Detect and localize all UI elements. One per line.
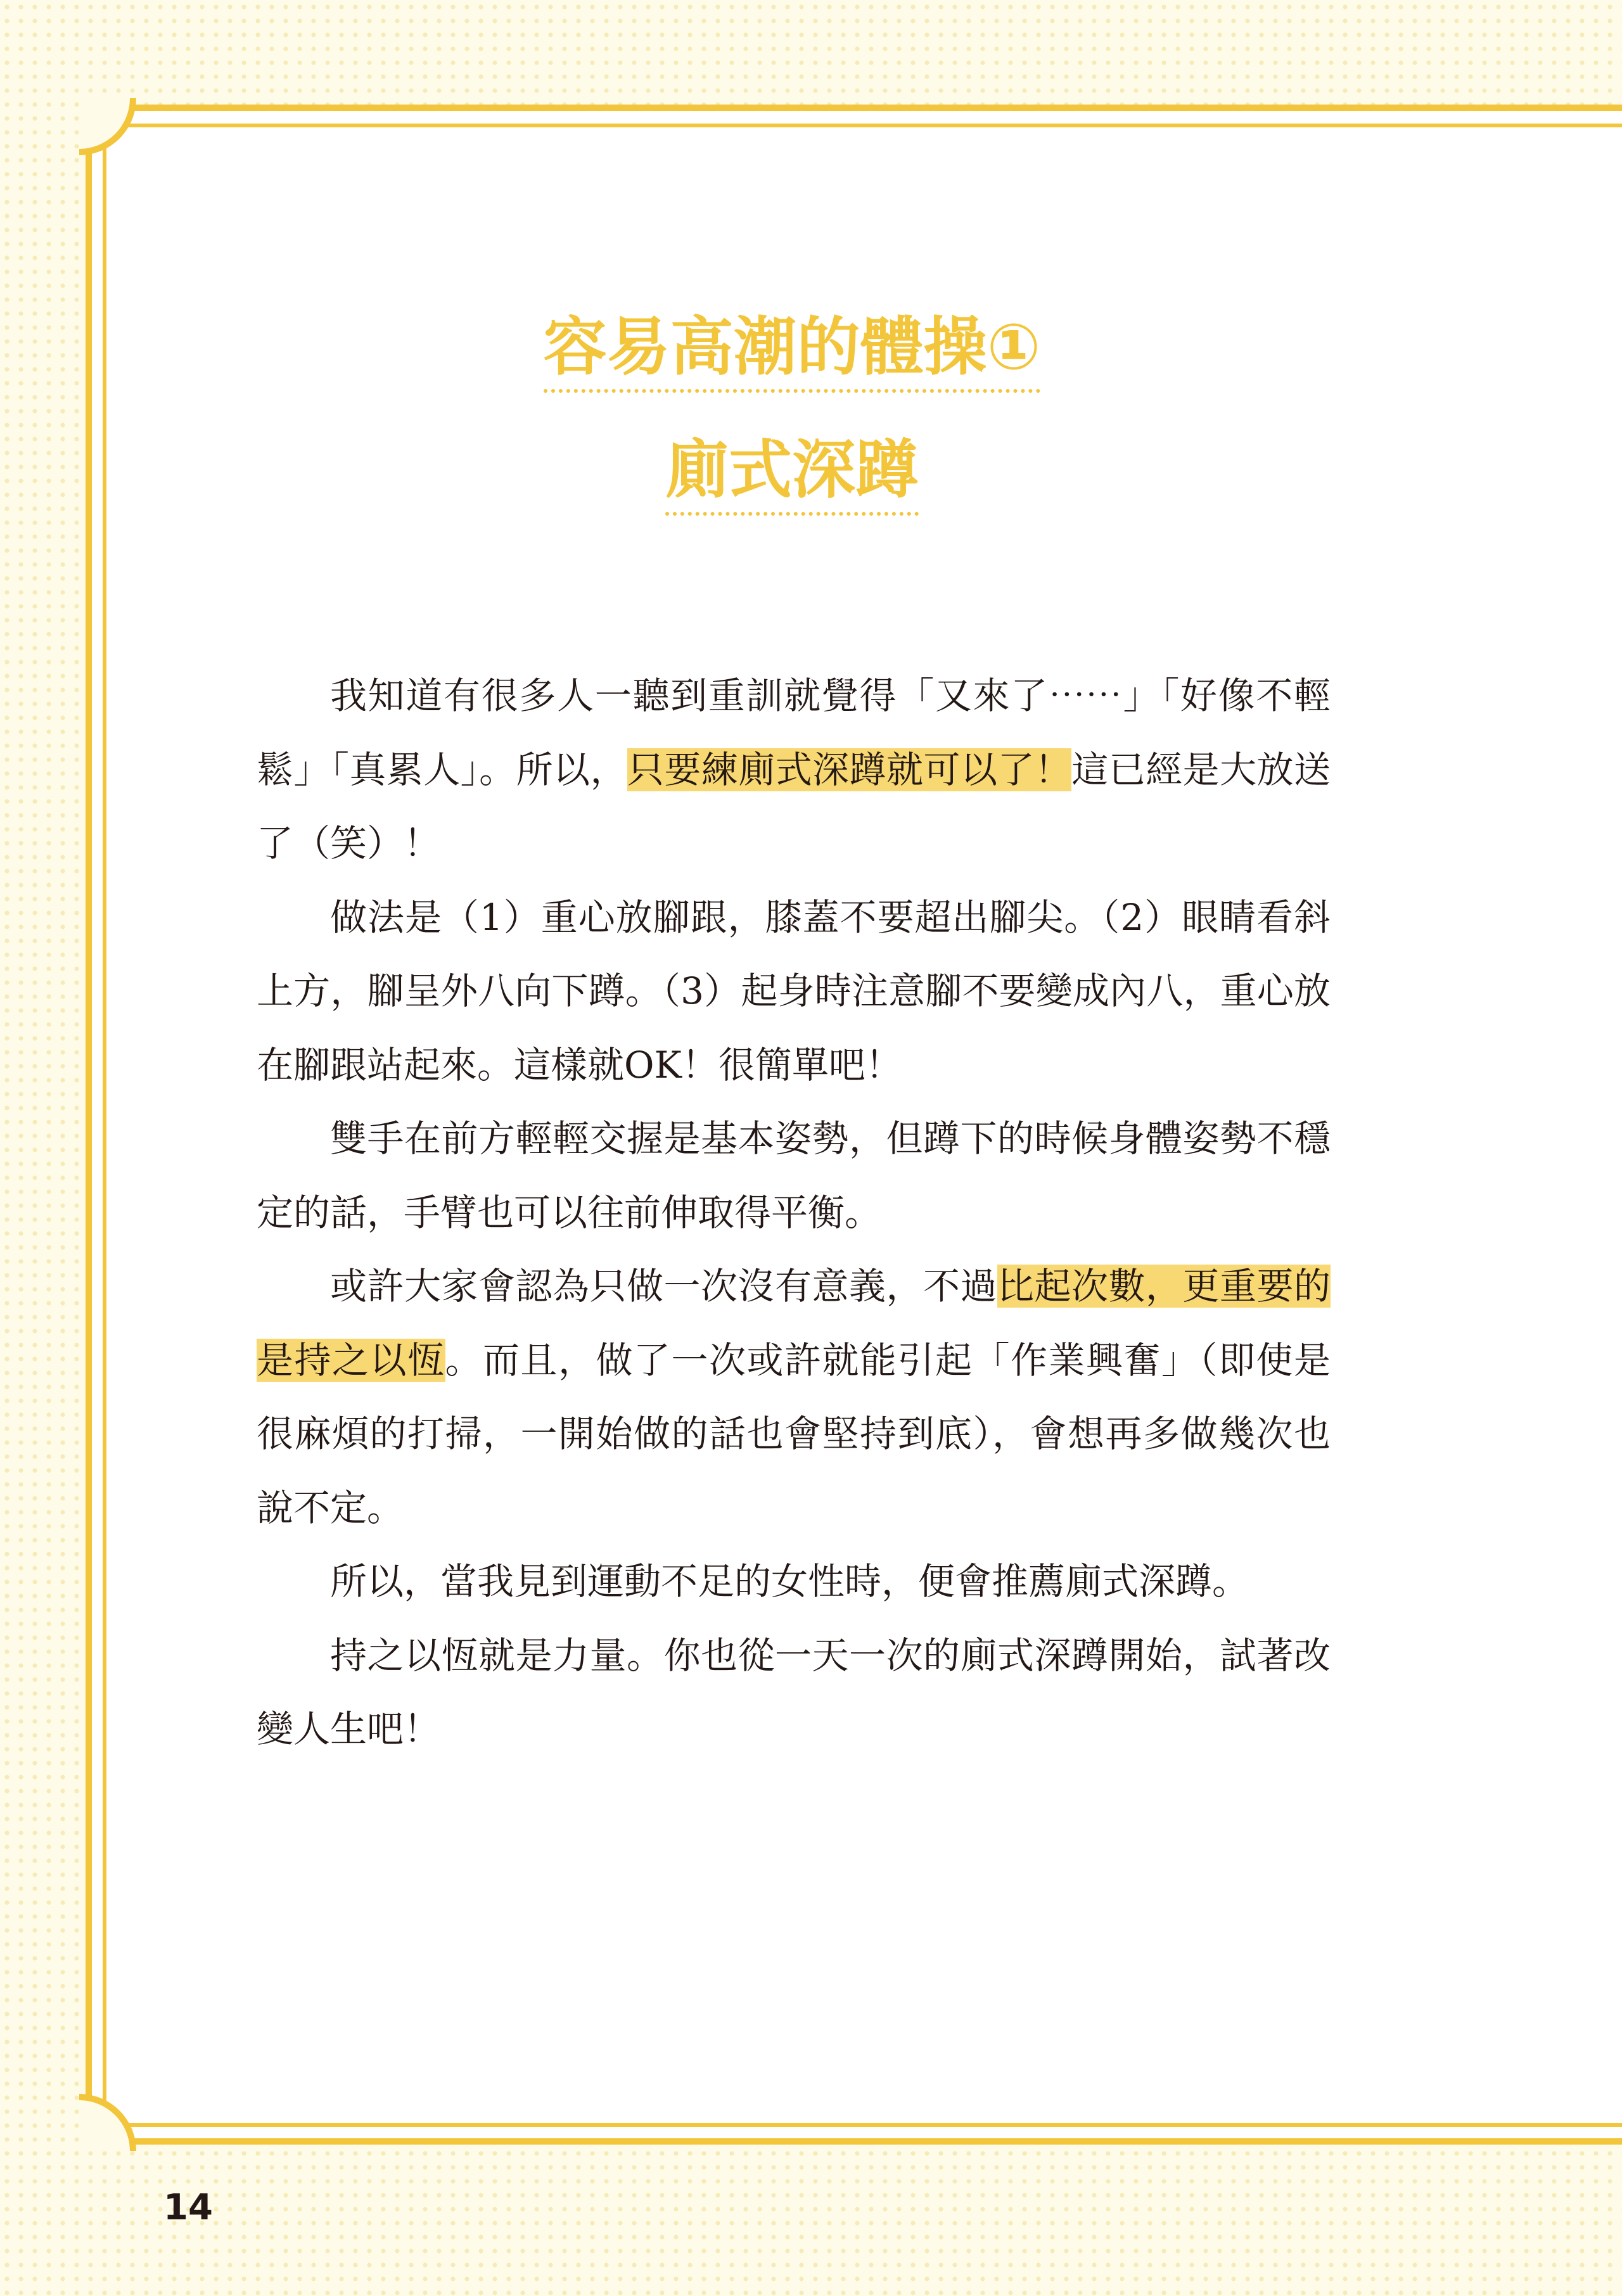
highlighted-text: 比起次數，更重要的是持之以恆 <box>257 1265 1331 1382</box>
paragraph-5: 所以，當我見到運動不足的女性時，便會推薦廁式深蹲。 <box>330 1560 1249 1603</box>
paragraph-text: 。而且，做了一次或許就能引起「作業興奮」（即使是很麻煩的打掃，一開始做的話也會堅持到底），會想再多做幾次也說不定。 <box>257 1338 1331 1529</box>
page-title-line-2 <box>0 433 1584 516</box>
body-text <box>257 659 1331 1766</box>
paragraph-text: 或許大家會認為只做一次沒有意義，不過 <box>330 1265 997 1308</box>
paragraph-1 <box>257 659 1331 881</box>
page-title-line-2-text: 廁式深蹲 <box>665 438 919 516</box>
paragraph-text: 我知道有很多人一聽到重訓就覺得「又來了⋯⋯」「好像不輕鬆」「真累人」。所以， <box>257 674 1331 791</box>
page-number: 14 <box>163 2187 213 2228</box>
paragraph-4 <box>257 1249 1331 1545</box>
paragraph-3: 雙手在前方輕輕交握是基本姿勢，但蹲下的時候身體姿勢不穩定的話，手臂也可以往前伸取得平衡。 <box>257 1117 1331 1234</box>
paragraph-6: 持之以恆就是力量。你也從一天一次的廁式深蹲開始，試著改變人生吧！ <box>257 1633 1331 1751</box>
highlighted-text: 只要練廁式深蹲就可以了！ <box>627 748 1072 791</box>
paragraph-2: 做法是（1）重心放腳跟，膝蓋不要超出腳尖。（2）眼睛看斜上方，腳呈外八向下蹲。（3）起身時注意腳不要變成內八，重心放在腳跟站起來。這樣就OK！很簡單吧！ <box>257 895 1331 1087</box>
page-title-line-1-text: 容易高潮的體操① <box>544 316 1041 393</box>
page-title-line-1 <box>0 310 1584 393</box>
paragraph-text: 這已經是大放送了（笑）！ <box>257 748 1331 865</box>
